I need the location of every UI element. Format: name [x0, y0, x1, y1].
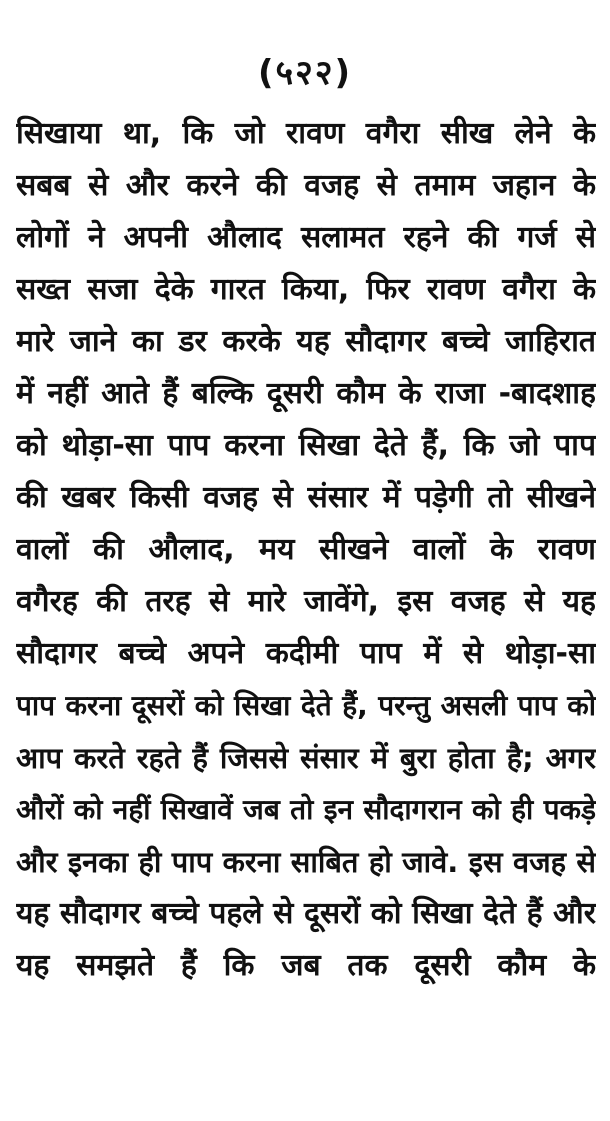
text-line-10: वगैरह की तरह से मारे जावेंगे, इस वजह से यह [16, 584, 596, 619]
text-line-4: सख्त सजा देके गारत किया, फिर रावण वगैरा के [16, 272, 596, 307]
text-line-13: आप करते रहते हैं जिससे संसार में बुरा होता है; अगर [16, 741, 596, 775]
text-line-2: सबब से और करने की वजह से तमाम जहान के [16, 168, 596, 203]
body-text [16, 108, 596, 992]
text-line-16: यह सौदागर बच्चे पहले से दूसरों को सिखा देते हैं और [16, 896, 596, 931]
page-number: (५२२) [257, 53, 353, 93]
text-line-7: को थोड़ा-सा पाप करना सिखा देते हैं, कि जो पाप [16, 428, 596, 463]
text-line-11: सौदागर बच्चे अपने कदीमी पाप में से थोड़ा-सा [16, 636, 596, 671]
text-line-15: और इनका ही पाप करना साबित हो जावे. इस वजह से [16, 845, 596, 879]
text-line-9: वालों की औलाद, मय सीखने वालों के रावण [16, 532, 596, 567]
text-line-6: में नहीं आते हैं बल्कि दूसरी कौम के राजा -बादशाह [16, 376, 596, 411]
text-line-14: औरों को नहीं सिखावें जब तो इन सौदागरान को ही पकड़े [16, 793, 596, 826]
text-line-8: की खबर किसी वजह से संसार में पड़ेगी तो सीखने [16, 480, 596, 515]
text-line-17: यह समझते हैं कि जब तक दूसरी कौम के [16, 948, 596, 983]
text-line-12: पाप करना दूसरों को सिखा देते हैं, परन्तु असली पाप को [16, 689, 596, 722]
text-line-1: सिखाया था, कि जो रावण वगैरा सीख लेने के [16, 116, 596, 151]
text-line-3: लोगों ने अपनी औलाद सलामत रहने की गर्ज से [16, 220, 596, 255]
text-line-5: मारे जाने का डर करके यह सौदागर बच्चे जाहिरात [16, 324, 596, 359]
